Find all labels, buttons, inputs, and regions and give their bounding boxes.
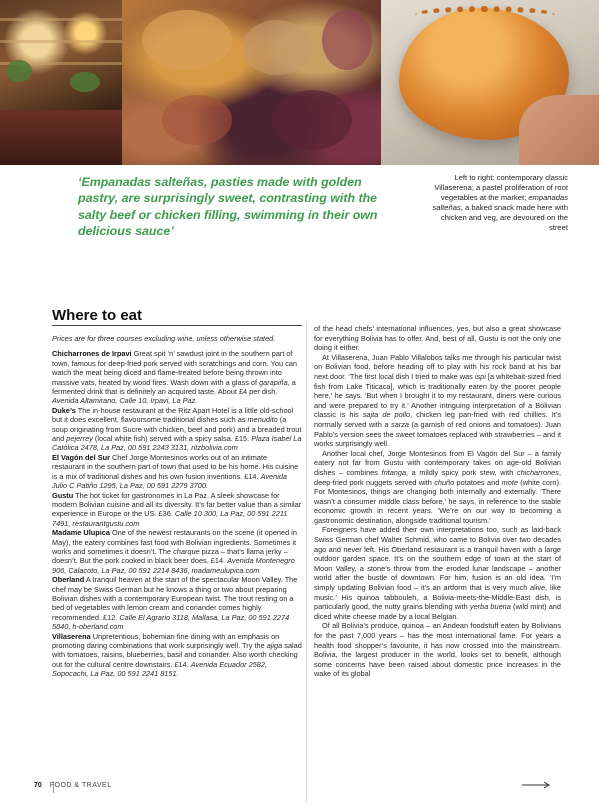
entry-chicharrones xyxy=(52,349,302,405)
magazine-name: FOOD & TRAVEL xyxy=(49,782,112,789)
entry-text: , a fermented drink that is definitely an acquired taste. About £4 per dish. xyxy=(52,377,296,397)
paragraph-text: (white corn). For Montesinos, things are changing both internally and externally. ‘There wasn’t a consumer middle class before,’ he says, in reference to the stable economic growth in recent years. ‘We’re on our way to becoming a gastronomic destination, alongside traditional tourism.’ xyxy=(314,477,561,525)
pull-quote xyxy=(78,174,392,240)
market-root-vegetables-photo xyxy=(122,0,381,165)
paragraph-text: , chicken leg pan-fried with red chillies. It’s normally served with a xyxy=(314,410,561,429)
caption-italic: empanadas salteñas, xyxy=(432,193,568,213)
intro-note: Prices are for three courses excluding wine, unless otherwise stated. xyxy=(52,334,276,343)
entry-text: A tranquil heaven at the start of the spectacular Moon Valley. The chef may be Swiss German but he knows a thing or two about preparing Bolivian dishes with a contemporary European twist. The trout resting on a bed of vegetables with lemon cream and coriander comes highly recommended. £12. xyxy=(52,575,298,622)
paragraph-italic: sajta de pollo xyxy=(362,410,411,420)
entry-name: Villaserena xyxy=(52,631,91,641)
entry-text: salad with tomatoes, raisins, blueberries, basil and coriander. Also worth checking out for the cultural centre downstairs. £14. xyxy=(52,641,302,669)
page-footer xyxy=(34,782,112,789)
entry-address: Avenida Ecuador 2582, Sopocachi, La Paz, 00 591 2241 8151. xyxy=(52,659,268,679)
paragraph-text: , a mildly spicy pork stew, with xyxy=(406,467,517,477)
entry-address: Avenida Altamirano, Calle 10, Irpavi, La Paz. xyxy=(52,396,198,406)
entry-text: (a soup originating from Sucre with chicken, beef and pork) and a breaded trout and xyxy=(52,415,302,444)
entry-villaserena xyxy=(52,632,302,679)
paragraph-text: (wild mint) and diced white cheese made by a local Belgian. xyxy=(314,602,561,621)
section-heading: Where to eat xyxy=(52,307,143,324)
photo-caption xyxy=(432,173,568,234)
paragraph-text: Another local chef, Jorge Montesinos from El Vagón del Sur – a family eatery not far from Gustu with contemporary takes on age-old Bolivian dishes – combines xyxy=(314,448,561,477)
article-paragraph xyxy=(314,449,561,526)
restaurant-interior-photo xyxy=(0,0,122,165)
entry-address: Calle El Agrario 3118, Mallasa, La Paz, 00 591 2274 5040, h-oberland.com xyxy=(52,612,290,632)
entry-italic: charque xyxy=(173,546,200,556)
page-number: 70 xyxy=(34,782,42,789)
paragraph-italic: chuño xyxy=(434,477,455,487)
entry-text: Great spit ‘n’ sawdust joint in the southern part of town, famous for deep-fried pork served with scratchings and corn. You can watch the meat being diced and flame-treated before being thrown into massive vats, heated by wood fires. Wash down with a glass of xyxy=(52,349,297,387)
photo-strip xyxy=(0,0,599,165)
caption-line-2: a baked snack made here with chicken and veg, are devoured on the street xyxy=(440,203,568,233)
paragraph-text: [a whitebait-sized fried fish from Lake Titicaca], which is traditionally eaten by the poorer people here,’ he says. ‘But when I brought it to my restaurant, diners were curious and were prepared to try it.’ Another intriguing interpretation of a Bolivian classic is his xyxy=(314,371,561,420)
entry-name: Gustu xyxy=(52,490,74,500)
entry-text: The hot ticket for gastronomes in La Paz. A sleek showcase for modern Bolivian cuisine and all its diversity. It’s far better value than a similar experience in Europe or the US. £36. xyxy=(52,490,302,519)
empanada-saltena-photo xyxy=(381,0,599,165)
entry-text: (local white fish) served with a spicy salsa. £15. xyxy=(92,434,252,444)
paragraph-italic: mote xyxy=(501,477,518,487)
caption-line-1: Left to right: contemporary classic Villaserena; a pastel proliferation of root vegetables at the market; xyxy=(434,173,568,203)
paragraph-italic: sarza xyxy=(391,419,409,429)
paragraph-text: At Villaserena, Juan Pablo Villalobos talks me through his particular twist on Bolivian food, before heading off to play with his rock band at his bar next door. ‘The first local dish I tried to make was xyxy=(314,352,561,381)
entry-text: The in-house restaurant at the Ritz Apart Hotel is a little old-school but it does excellent, flavoursome traditional dishes such as xyxy=(52,405,294,425)
article-body xyxy=(314,324,561,679)
entry-italic: pejerrey xyxy=(66,434,93,444)
continue-arrow-icon xyxy=(522,781,552,789)
where-to-eat-list xyxy=(52,334,302,679)
entry-text: pizza – that’s llama jerky – doesn’t. But the pork cooked in black beer does. £14. xyxy=(52,546,288,566)
heading-rule xyxy=(52,325,302,326)
entry-name: El Vagón del Sur xyxy=(52,452,110,462)
paragraph-italic: fritanga xyxy=(381,467,407,477)
entry-name: Oberland xyxy=(52,575,85,585)
entry-text: Chef Jorge Montesinos works out of an intimate restaurant in the southern part of town that used to be his home. His cuisine is a mix of traditional dishes and his own fusion inventions. £14. xyxy=(52,452,299,481)
article-paragraph: of the head chefs’ international influences, yes, but also a great showcase for everything Bolivia has to offer. And, best of all, Gustu is not the only one doing it either. xyxy=(314,324,561,353)
entry-name: Chicharrones de Irpavi xyxy=(52,349,132,359)
column-divider xyxy=(306,322,307,802)
entry-dukes xyxy=(52,406,302,453)
entry-italic: ajiga xyxy=(266,641,283,650)
article-paragraph: Of all Bolivia’s produce, quinoa – an Andean foodstuff eaten by Bolivians for the past 7,000 years – has the most international fame. For years a health food shopper’s favourite, it has now crossed into the mainstream. Bolivia, the largest producer in the world, looks set to benefit, although some concerns have been raised about domestic price increases in the wake of its global xyxy=(314,621,561,679)
entry-text: One of the newest restaurants on the scene (it opened in May), the eatery combines fast food with Bolivian ingredients. Sometimes it works and sometimes it doesn’t. The xyxy=(52,528,297,556)
entry-text: Unpretentious, bohemian fine dining with an emphasis on promoting daring combinations that work surprisingly well. Try the xyxy=(52,631,280,650)
entry-italic: garapiña xyxy=(259,377,288,387)
entry-name: Duke’s xyxy=(52,405,76,415)
article-paragraph xyxy=(314,353,561,449)
paragraph-italic: chicharrones xyxy=(516,467,559,477)
paragraph-text: , deep-fried pork nuggets served with xyxy=(314,467,561,487)
entry-gustu xyxy=(52,491,302,529)
paragraph-text: Foreigners have added their own interpretations too, such as laid-back Swiss German chef Walter Schmid, who came to Bolivia over two decades ago and never left. His Oberland restaurant is a tranquil haven with a large outdoor garden space. It’s on the southern edge of town at the start of Moon Valley, a stone’s throw from the eroded lunar landscape – another world after the bustle of downtown. For him, fusion is an old idea. ‘I’m simply updating Bolivian food – it’s an artform that is very much alive, like music.’ His quinoa tabbouleh, a Bolivia-meets-the-Middle-East dish, is particularly good, the nutty grains blending with xyxy=(314,525,561,612)
article-paragraph xyxy=(314,525,561,621)
entry-el-vagon-del-sur xyxy=(52,453,302,491)
pull-quote-text: ‘Empanadas salteñas, pasties made with golden pastry, are surprisingly sweet, contrasting with the salty beef or chicken filling, swimming in their own delicious sauce’ xyxy=(78,175,378,239)
entry-madame-ulupica xyxy=(52,528,302,575)
paragraph-italic: yerba buena xyxy=(469,602,511,612)
entry-name: Madame Ulupica xyxy=(52,528,110,538)
paragraph-text: (a garnish of red onions and tomatoes). Juan Pablo’s version sees the sweet tomatoes replaced with strawberries – and it works surprisingly well. xyxy=(314,419,561,449)
entry-address: Plaza Isabel La Católica 2478, La Paz, 00 591 2243 3131, ritzbolivia.com xyxy=(52,434,302,453)
paragraph-text: potatoes and xyxy=(454,477,502,487)
entry-oberland xyxy=(52,575,302,631)
entry-address: Avenida Montenegro 906, Calacoto, La Paz, 00 591 2214 8436, madameulupica.com xyxy=(52,556,295,575)
entry-address: Avenida Julio C Patiño 1295, La Paz, 00 591 2279 3700. xyxy=(52,471,288,491)
entry-address: Calle 10 300, La Paz, 00 591 2211 7491, restaurantgustu.com xyxy=(52,509,288,528)
paragraph-italic: ispi xyxy=(474,371,486,381)
entry-italic: menudito xyxy=(247,415,278,425)
